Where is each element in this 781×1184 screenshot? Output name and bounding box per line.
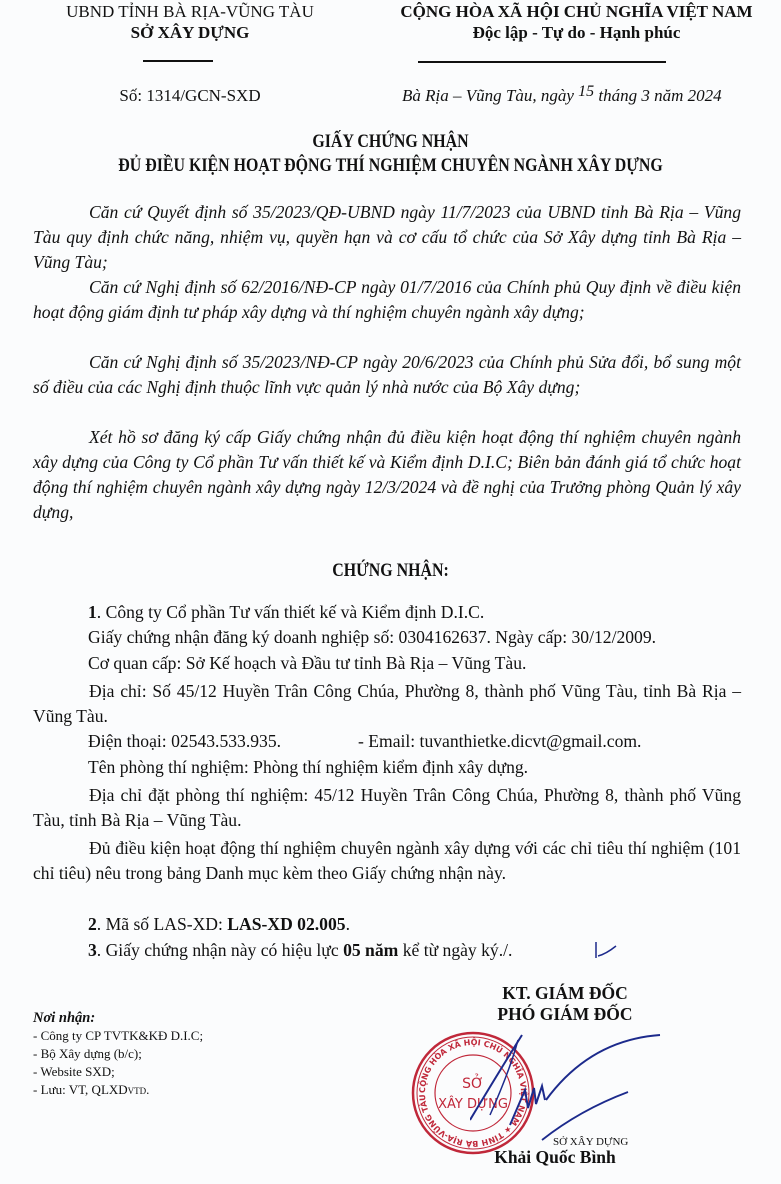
certify-heading: CHỨNG NHẬN: — [332, 561, 449, 581]
department-name: SỞ XÂY DỰNG — [130, 23, 250, 42]
preamble-decision-35: Căn cứ Quyết định số 35/2023/QĐ-UBND ngày 11/7/2023 của UBND tỉnh Bà Rịa – Vũng Tàu quy định chức năng, nhiệm vụ, quyền hạn và cơ cấu tổ chức của Sở Xây dựng tỉnh Bà Rịa – Vũng Tàu; — [33, 202, 741, 272]
national-title: CỘNG HÒA XÃ HỘI CHỦ NGHĨA VIỆT NAM — [400, 2, 753, 21]
qualification-statement: Đủ điều kiện hoạt động thí nghiệm chuyên ngành xây dựng với các chỉ tiêu thí nghiệm (101 chỉ tiêu) nêu trong bảng Danh mục kèm theo Giấy chứng nhận này. — [33, 838, 741, 883]
date-day: 15 — [578, 83, 595, 100]
item-1-company: 1. Công ty Cổ phần Tư vấn thiết kế và Kiểm định D.I.C. — [88, 602, 485, 622]
stamp-label: SỞ XÂY DỰNG — [553, 1136, 629, 1148]
lab-address: Địa chỉ đặt phòng thí nghiệm: 45/12 Huyền Trân Công Chúa, Phường 8, thành phố Vũng Tàu, tỉnh Bà Rịa – Vũng Tàu. — [33, 785, 741, 830]
company-email: - Email: tuvanthietke.dicvt@gmail.com. — [358, 731, 642, 751]
svg-text:CỘNG HÒA XÃ HỘI CHỦ NGHĨA VIỆT: CỘNG HÒA XÃ HỘI CHỦ NGHĨA VIỆT NAM ★ TỈNH BÀ RỊA-VŨNG TÀU — [417, 1037, 529, 1149]
preamble-decree-35: Căn cứ Nghị định số 35/2023/NĐ-CP ngày 20/6/2023 của Chính phủ Sửa đổi, bổ sung một số điều của các Nghị định thuộc lĩnh vực quản lý nhà nước của Bộ Xây dựng; — [33, 352, 741, 397]
department-underline — [143, 60, 213, 62]
issuing-authority: UBND TỈNH BÀ RỊA-VŨNG TÀU — [66, 2, 314, 21]
national-motto: Độc lập - Tự do - Hạnh phúc — [472, 23, 681, 42]
recipient-item: - Công ty CP TVTK&KĐ D.I.C; — [33, 1028, 204, 1043]
certificate-subtitle: ĐỦ ĐIỀU KIỆN HOẠT ĐỘNG THÍ NGHIỆM CHUYÊN NGÀNH XÂY DỰNG — [118, 156, 663, 176]
recipients-title: Nơi nhận: — [33, 1010, 96, 1026]
company-address: Địa chỉ: Số 45/12 Huyền Trân Công Chúa, Phường 8, thành phố Vũng Tàu, tỉnh Bà Rịa – Vũng Tàu. — [33, 681, 741, 726]
certificate-title: GIẤY CHỨNG NHẬN — [312, 132, 469, 152]
item-3-validity: 3. Giấy chứng nhận này có hiệu lực 05 năm kể từ ngày ký./. — [88, 940, 513, 960]
place-date — [402, 83, 722, 106]
recipient-item: - Website SXD; — [33, 1064, 115, 1079]
motto-underline — [418, 61, 666, 63]
signer-name: Khải Quốc Bình — [494, 1147, 616, 1167]
initial-mark-icon — [590, 940, 620, 964]
preamble-dossier: Xét hồ sơ đăng ký cấp Giấy chứng nhận đủ điều kiện hoạt động thí nghiệm chuyên ngành xây dựng của Công ty Cổ phần Tư vấn thiết kế và Kiểm định D.I.C; Biên bản đánh giá tổ chức hoạt động thí nghiệm chuyên ngành xây dựng ngày 12/3/2024 và đề nghị của Trưởng phòng Quản lý xây dựng, — [33, 427, 741, 522]
company-phone: Điện thoại: 02543.533.935. — [88, 731, 282, 751]
signer-title-1: KT. GIÁM ĐỐC — [502, 983, 628, 1003]
svg-text:SỞ: SỞ — [462, 1076, 484, 1092]
handwritten-signature-icon — [470, 1030, 670, 1150]
svg-text:XÂY DỰNG: XÂY DỰNG — [438, 1097, 508, 1112]
las-code-value: LAS-XD 02.005 — [227, 914, 346, 934]
business-registration: Giấy chứng nhận đăng ký doanh nghiệp số: 0304162637. Ngày cấp: 30/12/2009. — [88, 627, 657, 647]
lab-name: Tên phòng thí nghiệm: Phòng thí nghiệm kiểm định xây dựng. — [88, 757, 529, 777]
registration-issuer: Cơ quan cấp: Sở Kế hoạch và Đầu tư tỉnh Bà Rịa – Vũng Tàu. — [88, 653, 527, 673]
recipient-item: - Lưu: VT, QLXDVTD. — [33, 1082, 150, 1097]
validity-period: 05 năm — [343, 940, 399, 960]
item-2-las-code: 2. Mã số LAS-XD: LAS-XD 02.005. — [88, 914, 350, 934]
recipient-item: - Bộ Xây dựng (b/c); — [33, 1046, 142, 1061]
place-date-prefix: Bà Rịa – Vũng Tàu, ngày — [402, 86, 579, 105]
signer-title-2: PHÓ GIÁM ĐỐC — [497, 1004, 633, 1024]
document-number: Số: 1314/GCN-SXD — [119, 86, 261, 105]
date-month-year: tháng 3 năm 2024 — [594, 86, 722, 105]
preamble-decree-62: Căn cứ Nghị định số 62/2016/NĐ-CP ngày 01/7/2016 của Chính phủ Quy định về điều kiện hoạt động giám định tư pháp xây dựng và thí nghiệm chuyên ngành xây dựng; — [33, 277, 741, 322]
